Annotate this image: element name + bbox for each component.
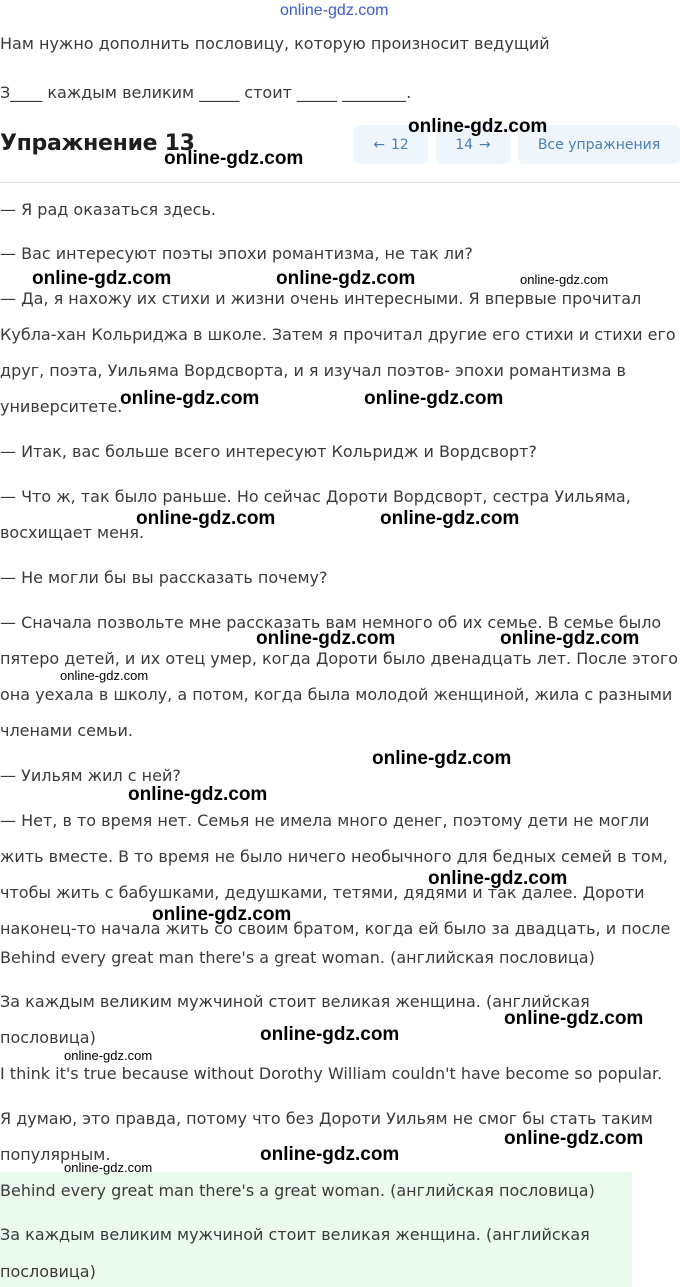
watermark: online-gdz.com: [276, 268, 416, 289]
watermark: online-gdz.com: [32, 268, 172, 289]
text-line: Кубла-хан Кольриджа в школе. Затем я прочитал другие его стихи и стихи его: [0, 325, 676, 344]
watermark: online-gdz.com: [504, 1008, 644, 1029]
all-exercises-label: Все упражнения: [537, 136, 661, 153]
next-exercise-label: 14: [455, 136, 474, 153]
watermark: online-gdz.com: [64, 1160, 153, 1175]
prev-exercise-label: 12: [390, 136, 409, 153]
watermark: online-gdz.com: [128, 784, 268, 805]
text-line: восхищает меня.: [0, 523, 145, 542]
text-line: пятеро детей, и их отец умер, когда Дороти было двенадцать лет. После этого: [0, 649, 679, 668]
top-watermark: online-gdz.com: [280, 2, 389, 19]
watermark: online-gdz.com: [260, 1144, 400, 1165]
watermark: online-gdz.com: [428, 868, 568, 889]
watermark: online-gdz.com: [500, 628, 640, 649]
text-line: наконец-то начала жить со своим братом, когда ей было за двадцать, и после: [0, 919, 671, 938]
text-line: пословица): [0, 1028, 96, 1047]
answer-line-2: За каждым великим мужчиной стоит великая женщина. (английская: [0, 1225, 590, 1244]
text-line: Я думаю, это правда, потому что без Дороти Уильям не смог бы стать таким: [0, 1109, 653, 1128]
text-line: — Итак, вас больше всего интересуют Кольридж и Вордсворт?: [0, 442, 537, 461]
watermark: online-gdz.com: [372, 748, 512, 769]
text-line: — Вас интересуют поэты эпохи романтизма, не так ли?: [0, 244, 473, 263]
text-line: — Сначала позвольте мне рассказать вам немного об их семье. В семье было: [0, 613, 662, 632]
text-line: друг, поэта, Уильяма Вордсворта, и я изучал поэтов- эпохи романтизма в: [0, 361, 626, 380]
page-title: Упражнение 13: [0, 131, 195, 156]
text-line: — Уильям жил с ней?: [0, 766, 181, 785]
arrow-left-icon: ←: [373, 136, 385, 153]
watermark: online-gdz.com: [504, 1128, 644, 1149]
answer-line-3: пословица): [0, 1262, 96, 1281]
text-line: I think it's true because without Dorothy William couldn't have become so popular.: [0, 1064, 663, 1083]
text-line: университете.: [0, 397, 123, 416]
watermark: online-gdz.com: [152, 904, 292, 925]
text-line: членами семьи.: [0, 721, 133, 740]
watermark: online-gdz.com: [136, 508, 276, 529]
watermark: online-gdz.com: [164, 148, 304, 169]
text-line: — Нет, в то время нет. Семья не имела много денег, поэтому дети не могли: [0, 811, 650, 830]
text-line: жить вместе. В то время не было ничего необычного для бедных семей в том,: [0, 847, 668, 866]
watermark: online-gdz.com: [364, 388, 504, 409]
arrow-right-icon: →: [479, 136, 491, 153]
watermark: online-gdz.com: [520, 272, 609, 287]
watermark: online-gdz.com: [256, 628, 396, 649]
text-line: — Да, я нахожу их стихи и жизни очень интересными. Я впервые прочитал: [0, 289, 642, 308]
watermark: online-gdz.com: [260, 1024, 400, 1045]
header-divider: [0, 182, 680, 183]
intro-line-2: З____ каждым великим _____ стоит _____ ________.: [0, 83, 412, 102]
text-line: — Не могли бы вы рассказать почему?: [0, 568, 328, 587]
watermark: online-gdz.com: [64, 1048, 153, 1063]
text-line: Behind every great man there's a great woman. (английская пословица): [0, 948, 595, 967]
text-line: популярным.: [0, 1145, 111, 1164]
watermark: online-gdz.com: [408, 116, 548, 137]
text-line: За каждым великим мужчиной стоит великая женщина. (английская: [0, 992, 590, 1011]
text-line: — Что ж, так было раньше. Но сейчас Дороти Вордсворт, сестра Уильяма,: [0, 487, 631, 506]
watermark: online-gdz.com: [120, 388, 260, 409]
answer-line-1: Behind every great man there's a great woman. (английская пословица): [0, 1181, 595, 1200]
text-line: — Я рад оказаться здесь.: [0, 200, 216, 219]
text-line: чтобы жить с бабушками, дедушками, тетями, дядями и так далее. Дороти: [0, 883, 645, 902]
watermark: online-gdz.com: [380, 508, 520, 529]
text-line: она уехала в школу, а потом, когда была молодой женщиной, жила с разными: [0, 685, 673, 704]
watermark: online-gdz.com: [60, 668, 149, 683]
intro-line-1: Нам нужно дополнить пословицу, которую произносит ведущий: [0, 34, 550, 53]
